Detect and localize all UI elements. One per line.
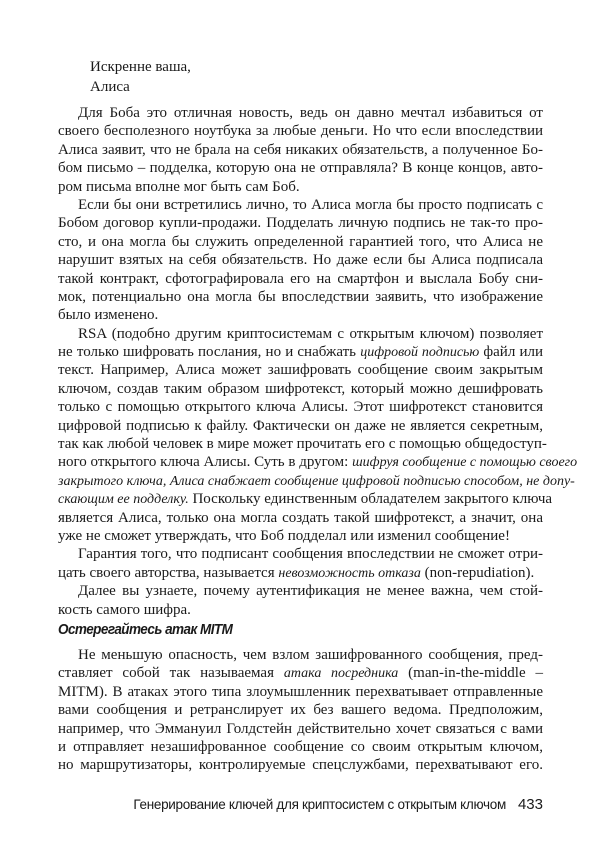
- text-run: цифровой подписью к файлу. Фактически он даже не является секретным,: [58, 417, 543, 434]
- text-run: ром письма вполне мог быть сам Боб.: [58, 178, 300, 195]
- section-body-text: [58, 646, 543, 775]
- text-run: Если бы они встретились лично, то Алиса могла бы просто подписать с: [78, 196, 543, 213]
- text-run: сто, и она могла бы служить определенной гарантией того, что Алиса не: [58, 233, 543, 250]
- text-line: [58, 683, 543, 701]
- text-run: но маршрутизаторы, контролируемые спецслужбами, перехватывают его.: [58, 757, 543, 774]
- text-run: Не меньшую опасность, чем взлом зашифрованного сообщения, пред-: [78, 647, 543, 663]
- text-run: цать своего авторства, называется: [58, 564, 279, 581]
- paragraph: [58, 545, 543, 582]
- text-run: мок, потенциально она могла бы впоследствии заявить, что изображение: [58, 288, 543, 305]
- text-line: [58, 380, 543, 398]
- text-run: файл или: [479, 344, 544, 361]
- signature-name: Алиса: [90, 79, 130, 95]
- text-run: ключом, создав таким образом шифротекст, который можно дешифровать: [58, 380, 543, 397]
- text-line: [58, 196, 543, 214]
- emphasis-text: шифруя сообщение с помощью своего: [352, 455, 578, 471]
- text-line: [58, 159, 543, 177]
- text-line: [58, 738, 543, 756]
- text-line: [58, 453, 578, 471]
- text-run: нарушит взятых на себя обязательств. Но даже если бы Алиса подписала: [58, 252, 543, 269]
- text-run: и отправляет незашифрованное сообщение со своим открытым ключом,: [58, 738, 543, 755]
- text-line: [58, 435, 547, 453]
- text-line: [58, 509, 543, 527]
- emphasis-text: невозможность отказа: [278, 565, 421, 581]
- text-run: своего бесполезного ноутбука за любые деньги. Но что если впоследствии: [58, 123, 543, 140]
- text-line: [58, 270, 543, 288]
- text-line: [58, 720, 543, 738]
- text-run: (non-repudiation).: [420, 564, 535, 581]
- text-line: [58, 288, 543, 306]
- text-line: [58, 545, 543, 563]
- text-run: RSA (подобно другим криптосистемам с открытым ключом) позволяет: [78, 325, 543, 342]
- emphasis-text: атака посредника: [283, 666, 399, 682]
- emphasis-text: скающим ее подделку.: [58, 492, 189, 508]
- text-run: уже не сможет утверждать, что Боб подделал или изменил сообщение!: [58, 527, 510, 544]
- text-line: [58, 325, 543, 343]
- text-line: [58, 472, 575, 490]
- text-line: [58, 527, 543, 545]
- text-line: [58, 701, 543, 719]
- text-line: [58, 214, 543, 232]
- page-number: 433: [517, 796, 543, 813]
- text-line: [58, 141, 543, 159]
- text-run: бом письмо – подделка, которую она не отправляла? В конце концов, авто-: [58, 160, 543, 177]
- text-run: Алиса заявит, что не брала на себя никаких обязательств, а полученное Бо-: [58, 141, 543, 158]
- text-run: MITM). В атаках этого типа злоумышленник перехватывает отправленные: [58, 683, 543, 700]
- paragraph: [58, 582, 543, 619]
- text-run: кость самого шифра.: [58, 601, 191, 618]
- text-run: так как любой человек в мире может прочитать его с помощью общедоступ-: [58, 436, 547, 453]
- emphasis-text: цифровой подписью: [360, 345, 480, 361]
- text-run: например, что Эммануил Голдстейн действительно хочет связаться с вами: [58, 720, 543, 737]
- emphasis-text: закрытого ключа, Алиса снабжает сообщение цифровой подписью способом, не допу-: [58, 473, 575, 489]
- text-line: [58, 417, 543, 435]
- text-run: Гарантия того, что подписант сообщения впоследствии не сможет отри-: [78, 546, 543, 563]
- text-line: [58, 251, 543, 269]
- text-line: [58, 122, 543, 140]
- body-text: [58, 104, 578, 619]
- section-heading: Остерегайтесь атак MITM: [58, 621, 233, 638]
- text-line: [58, 178, 543, 196]
- page-footer: [133, 796, 543, 813]
- text-line: [58, 306, 543, 324]
- text-run: только с помощью открытого ключа Алисы. Этот шифротекст становится: [58, 399, 543, 416]
- text-line: [58, 756, 543, 774]
- text-line: [58, 104, 543, 122]
- text-run: является Алиса, только она могла создать такой шифротекст, а значит, она: [58, 509, 543, 526]
- text-run: Для Боба это отличная новость, ведь он давно мечтал избавиться от: [78, 105, 543, 121]
- text-line: [58, 664, 543, 682]
- text-line: [58, 646, 543, 664]
- text-line: [58, 490, 553, 508]
- text-run: Поскольку единственным обладателем закрытого ключа: [188, 491, 553, 508]
- paragraph: [58, 325, 578, 546]
- text-run: было изменено.: [58, 307, 159, 324]
- text-line: [58, 233, 543, 251]
- paragraph: [58, 104, 543, 196]
- text-run: Далее вы узнаете, почему аутентификация не менее важна, чем стой-: [78, 583, 543, 600]
- text-line: [58, 398, 543, 416]
- text-run: ного открытого ключа Алисы. Суть в другом:: [58, 454, 353, 471]
- text-run: такой контракт, сфотографировала его на смартфон и выслала Бобу сни-: [58, 270, 543, 287]
- paragraph: [58, 646, 543, 775]
- paragraph: [58, 196, 543, 325]
- text-run: вами сообщения и ретранслирует их без вашего ведома. Предположим,: [58, 702, 543, 719]
- text-run: не только шифровать послания, но и снабжать: [58, 344, 361, 361]
- text-run: текст. Например, Алиса может зашифровать сообщение своим закрытым: [58, 362, 543, 379]
- text-line: [58, 361, 543, 379]
- running-title: Генерирование ключей для криптосистем с открытым ключом: [133, 797, 506, 812]
- text-run: Бобом договор купли-продажи. Подделать личную подпись не так-то про-: [58, 215, 543, 232]
- text-run: ставляет собой так называемая: [58, 665, 284, 682]
- text-line: [58, 582, 543, 600]
- text-line: [58, 343, 543, 361]
- text-run: (man-in-the-middle –: [398, 665, 544, 682]
- text-line: [58, 601, 543, 619]
- text-line: [58, 564, 543, 582]
- signature-closing: Искренне ваша,: [90, 59, 191, 75]
